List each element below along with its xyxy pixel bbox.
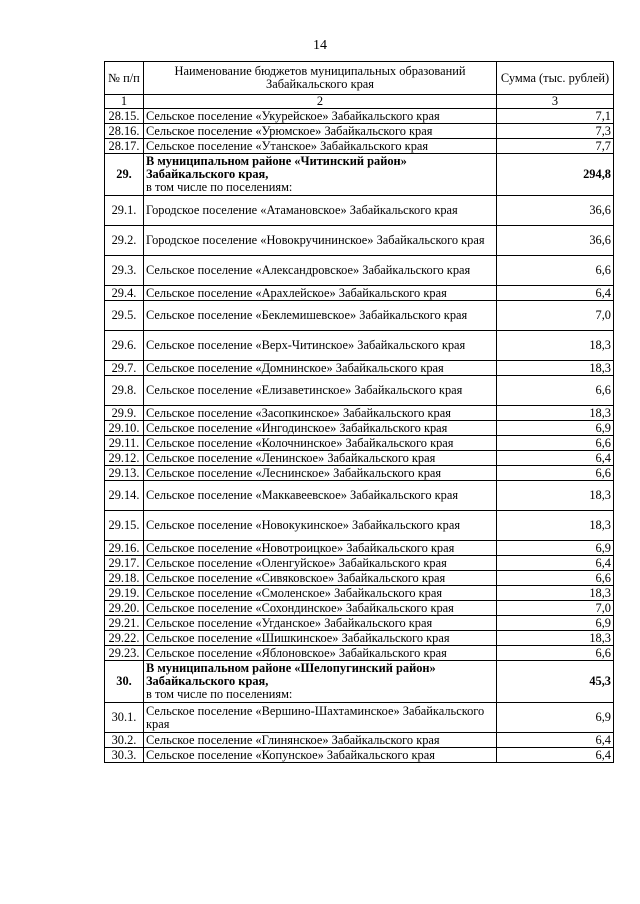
table-row xyxy=(105,406,614,421)
row-number: 29.18. xyxy=(105,571,144,586)
row-number: 29. xyxy=(105,154,144,196)
budget-name-cell: Сельское поселение «Беклемишевское» Забайкальского края xyxy=(144,301,497,331)
row-number: 29.21. xyxy=(105,616,144,631)
table-row xyxy=(105,139,614,154)
budget-name-cell: Сельское поселение «Угданское» Забайкальского края xyxy=(144,616,497,631)
sum-cell: 6,9 xyxy=(497,541,614,556)
district-subtitle: в том числе по поселениям: xyxy=(146,180,293,194)
budget-name-cell: Сельское поселение «Ингодинское» Забайкальского края xyxy=(144,421,497,436)
row-number: 29.2. xyxy=(105,226,144,256)
district-name: В муниципальном районе «Шелопугинский район» Забайкальского края, xyxy=(146,661,436,688)
row-number: 29.12. xyxy=(105,451,144,466)
budget-name-cell: Сельское поселение «Смоленское» Забайкальского края xyxy=(144,586,497,601)
budget-name-cell: Сельское поселение «Сивяковское» Забайкальского края xyxy=(144,571,497,586)
budget-name-cell: Городское поселение «Новокручининское» Забайкальского края xyxy=(144,226,497,256)
budget-name-cell: Сельское поселение «Глинянское» Забайкальского края xyxy=(144,733,497,748)
row-number: 29.22. xyxy=(105,631,144,646)
table-row xyxy=(105,286,614,301)
row-number: 30. xyxy=(105,661,144,703)
table-row xyxy=(105,616,614,631)
table-row xyxy=(105,571,614,586)
table-row xyxy=(105,631,614,646)
column-header-name: Наименование бюджетов муниципальных образований Забайкальского края xyxy=(144,62,497,95)
row-number: 29.19. xyxy=(105,586,144,601)
sum-cell: 18,3 xyxy=(497,361,614,376)
sum-cell: 18,3 xyxy=(497,331,614,361)
district-name: В муниципальном районе «Читинский район» Забайкальского края, xyxy=(146,154,407,181)
row-number: 28.16. xyxy=(105,124,144,139)
table-row xyxy=(105,421,614,436)
budget-name-cell: Сельское поселение «Маккавеевское» Забайкальского края xyxy=(144,481,497,511)
budget-name-cell: Сельское поселение «Ленинское» Забайкальского края xyxy=(144,451,497,466)
row-number: 29.3. xyxy=(105,256,144,286)
row-number: 29.16. xyxy=(105,541,144,556)
budget-name-cell: Сельское поселение «Оленгуйское» Забайкальского края xyxy=(144,556,497,571)
budget-name-cell: Сельское поселение «Леснинское» Забайкальского края xyxy=(144,466,497,481)
sum-cell: 18,3 xyxy=(497,481,614,511)
table-row xyxy=(105,361,614,376)
column-index-row xyxy=(105,95,614,109)
table-row xyxy=(105,331,614,361)
table-row xyxy=(105,601,614,616)
row-number: 30.1. xyxy=(105,703,144,733)
budget-name-cell: Сельское поселение «Арахлейское» Забайкальского края xyxy=(144,286,497,301)
budget-name-cell: Сельское поселение «Новокукинское» Забайкальского края xyxy=(144,511,497,541)
table-row xyxy=(105,541,614,556)
budget-name-cell: Сельское поселение «Копунское» Забайкальского края xyxy=(144,748,497,763)
sum-cell: 6,9 xyxy=(497,616,614,631)
row-number: 28.17. xyxy=(105,139,144,154)
budget-name-cell: Сельское поселение «Урюмское» Забайкальского края xyxy=(144,124,497,139)
row-number: 29.7. xyxy=(105,361,144,376)
table-header-row xyxy=(105,62,614,95)
district-total-row xyxy=(105,661,614,703)
budget-allocation-table xyxy=(104,61,614,763)
budget-name-cell: Сельское поселение «Домнинское» Забайкальского края xyxy=(144,361,497,376)
row-number: 29.1. xyxy=(105,196,144,226)
district-subtitle: в том числе по поселениям: xyxy=(146,687,293,701)
sum-cell: 18,3 xyxy=(497,631,614,646)
row-number: 29.5. xyxy=(105,301,144,331)
table-row xyxy=(105,466,614,481)
sum-cell: 6,4 xyxy=(497,451,614,466)
table-row xyxy=(105,481,614,511)
row-number: 29.8. xyxy=(105,376,144,406)
row-number: 29.6. xyxy=(105,331,144,361)
sum-cell: 6,4 xyxy=(497,733,614,748)
row-number: 30.2. xyxy=(105,733,144,748)
row-number: 29.9. xyxy=(105,406,144,421)
sum-cell: 7,0 xyxy=(497,601,614,616)
row-number: 29.14. xyxy=(105,481,144,511)
budget-name-cell: Сельское поселение «Утанское» Забайкальского края xyxy=(144,139,497,154)
budget-name-cell: Сельское поселение «Колочнинское» Забайкальского края xyxy=(144,436,497,451)
column-header-sum: Сумма (тыс. рублей) xyxy=(497,62,614,95)
budget-name-cell: Сельское поселение «Александровское» Забайкальского края xyxy=(144,256,497,286)
sum-cell: 18,3 xyxy=(497,511,614,541)
row-number: 29.4. xyxy=(105,286,144,301)
sum-cell: 45,3 xyxy=(497,661,614,703)
table-row xyxy=(105,301,614,331)
budget-name-cell: Сельское поселение «Яблоновское» Забайкальского края xyxy=(144,646,497,661)
table-row xyxy=(105,511,614,541)
sum-cell: 6,6 xyxy=(497,256,614,286)
sum-cell: 7,1 xyxy=(497,109,614,124)
budget-name-cell xyxy=(144,154,497,196)
sum-cell: 6,4 xyxy=(497,748,614,763)
district-total-row xyxy=(105,154,614,196)
sum-cell: 6,4 xyxy=(497,286,614,301)
row-number: 29.17. xyxy=(105,556,144,571)
table-row xyxy=(105,436,614,451)
table-row xyxy=(105,703,614,733)
sum-cell: 294,8 xyxy=(497,154,614,196)
sum-cell: 6,6 xyxy=(497,646,614,661)
sum-cell: 6,6 xyxy=(497,436,614,451)
column-header-number: № п/п xyxy=(105,62,144,95)
budget-name-cell: Сельское поселение «Вершино-Шахтаминское» Забайкальского края xyxy=(144,703,497,733)
sum-cell: 18,3 xyxy=(497,586,614,601)
table-row xyxy=(105,226,614,256)
budget-name-cell: Сельское поселение «Шишкинское» Забайкальского края xyxy=(144,631,497,646)
row-number: 28.15. xyxy=(105,109,144,124)
sum-cell: 7,7 xyxy=(497,139,614,154)
row-number: 30.3. xyxy=(105,748,144,763)
budget-name-cell: Сельское поселение «Укурейское» Забайкальского края xyxy=(144,109,497,124)
table-row xyxy=(105,109,614,124)
sum-cell: 6,6 xyxy=(497,376,614,406)
row-number: 29.15. xyxy=(105,511,144,541)
row-number: 29.10. xyxy=(105,421,144,436)
row-number: 29.11. xyxy=(105,436,144,451)
table-row xyxy=(105,733,614,748)
budget-name-cell: Сельское поселение «Сохондинское» Забайкальского края xyxy=(144,601,497,616)
budget-name-cell: Сельское поселение «Засопкинское» Забайкальского края xyxy=(144,406,497,421)
column-index-1: 1 xyxy=(105,95,144,109)
table-row xyxy=(105,256,614,286)
sum-cell: 6,9 xyxy=(497,703,614,733)
table-body xyxy=(105,109,614,763)
row-number: 29.23. xyxy=(105,646,144,661)
budget-name-cell: Городское поселение «Атамановское» Забайкальского края xyxy=(144,196,497,226)
budget-name-cell xyxy=(144,661,497,703)
sum-cell: 18,3 xyxy=(497,406,614,421)
sum-cell: 36,6 xyxy=(497,196,614,226)
row-number: 29.20. xyxy=(105,601,144,616)
sum-cell: 7,3 xyxy=(497,124,614,139)
table-row xyxy=(105,586,614,601)
table-row xyxy=(105,451,614,466)
table-row xyxy=(105,556,614,571)
sum-cell: 6,9 xyxy=(497,421,614,436)
row-number: 29.13. xyxy=(105,466,144,481)
column-index-2: 2 xyxy=(144,95,497,109)
table-row xyxy=(105,124,614,139)
budget-name-cell: Сельское поселение «Елизаветинское» Забайкальского края xyxy=(144,376,497,406)
budget-name-cell: Сельское поселение «Новотроицкое» Забайкальского края xyxy=(144,541,497,556)
budget-name-cell: Сельское поселение «Верх-Читинское» Забайкальского края xyxy=(144,331,497,361)
table-row xyxy=(105,646,614,661)
sum-cell: 6,6 xyxy=(497,466,614,481)
table-row xyxy=(105,376,614,406)
table-row xyxy=(105,196,614,226)
column-index-3: 3 xyxy=(497,95,614,109)
sum-cell: 6,4 xyxy=(497,556,614,571)
sum-cell: 6,6 xyxy=(497,571,614,586)
sum-cell: 7,0 xyxy=(497,301,614,331)
table-row xyxy=(105,748,614,763)
sum-cell: 36,6 xyxy=(497,226,614,256)
page-number: 14 xyxy=(313,38,327,53)
